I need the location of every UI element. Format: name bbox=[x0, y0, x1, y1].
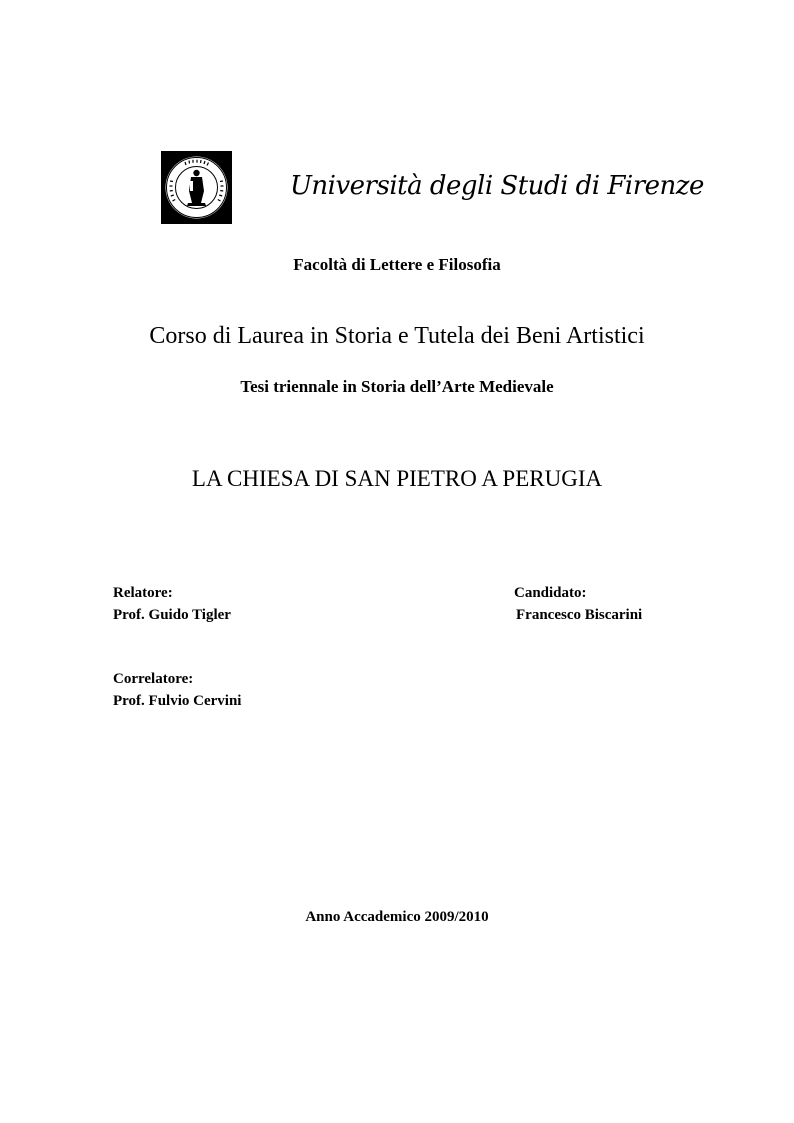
degree-course: Corso di Laurea in Storia e Tutela dei Beni Artistici bbox=[149, 323, 645, 349]
university-name: Università degli Studi di Firenze bbox=[290, 171, 704, 201]
correlatore-name: Prof. Fulvio Cervini bbox=[113, 693, 242, 709]
thesis-type: Tesi triennale in Storia dell’Arte Medievale bbox=[240, 377, 554, 396]
candidato-label: Candidato: bbox=[514, 585, 587, 601]
relatore-label: Relatore: bbox=[113, 585, 173, 601]
relatore-name: Prof. Guido Tigler bbox=[113, 607, 231, 623]
academic-year: Anno Accademico 2009/2010 bbox=[305, 909, 489, 925]
university-seal-logo bbox=[161, 151, 232, 224]
candidato-name: Francesco Biscarini bbox=[516, 607, 643, 623]
faculty-name: Facoltà di Lettere e Filosofia bbox=[293, 255, 501, 274]
thesis-title: LA CHIESA DI SAN PIETRO A PERUGIA bbox=[191, 466, 603, 491]
correlatore-label: Correlatore: bbox=[113, 671, 194, 687]
